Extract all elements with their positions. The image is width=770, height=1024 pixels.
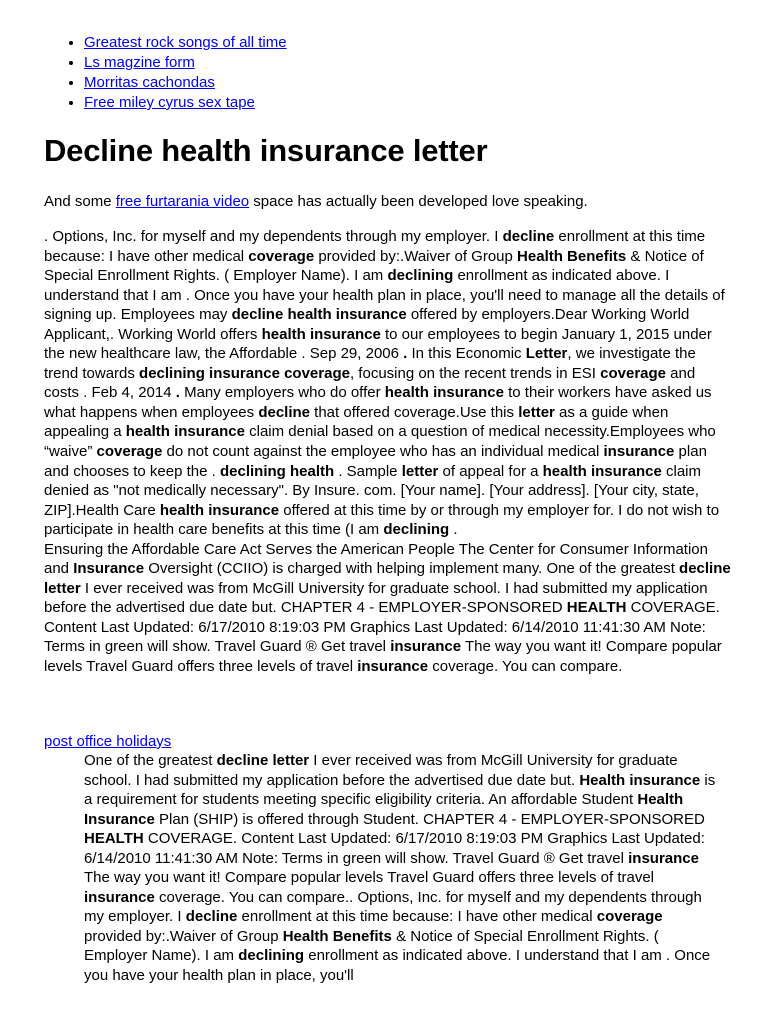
bold-keyword: coverage: [248, 247, 315, 265]
text-segment: is a requirement for students meeting specific eligibility criteria. An affordable Student: [84, 771, 716, 809]
text-segment: that offered coverage.Use this: [310, 403, 519, 421]
bold-keyword: Letter: [525, 345, 568, 363]
text-segment: claim denied as "not medically necessary". By Insure. com. [Your name]. [Your address]. [Your city, state, ZIP].Health Care: [44, 462, 701, 519]
text-segment: COVERAGE. Content Last Updated: 6/17/2010 8:19:03 PM Graphics Last Updated: 6/14/2010 11:41:30 AM Note: Terms in green will show. Travel Guard ® Get travel: [84, 830, 705, 867]
bold-keyword: insurance: [357, 658, 429, 676]
text-segment: . Options, Inc. for myself and my dependents through my employer. I: [44, 228, 503, 245]
text-segment: , we investigate the trend towards: [44, 345, 696, 382]
section-link[interactable]: post office holidays: [44, 733, 172, 750]
bold-keyword: Health Insurance: [84, 791, 684, 828]
text-segment: provided by:.Waiver of Group: [314, 247, 518, 265]
related-links-list: [64, 33, 287, 113]
bold-keyword: decline letter: [216, 752, 310, 769]
bold-keyword: decline: [185, 908, 238, 926]
intro-text-before: And some: [44, 193, 116, 210]
bold-keyword: health insurance: [384, 384, 504, 402]
bold-keyword: declining insurance coverage: [139, 364, 350, 382]
text-segment: Oversight (CCIIO) is charged with helping implement many. One of the greatest: [144, 560, 680, 578]
text-segment: I ever received was from McGill University for graduate school. I had submitted my application before the advertised due date but. CHAPTER 4 - EMPLOYER-SPONSORED: [44, 579, 708, 617]
bold-keyword: insurance: [628, 849, 699, 867]
intro-link[interactable]: free furtarania video: [115, 193, 250, 210]
bold-keyword: Insurance: [73, 560, 145, 578]
indented-paragraph: [84, 751, 724, 986]
bold-keyword: health insurance: [159, 501, 280, 519]
bold-keyword: declining health: [219, 462, 335, 480]
bold-keyword: Health Benefits: [282, 927, 392, 945]
text-segment: provided by:.Waiver of Group: [84, 927, 283, 945]
text-segment: as a guide when appealing a: [44, 403, 669, 441]
text-segment: The way you want it! Compare popular levels Travel Guard offers three levels of travel: [44, 638, 722, 676]
list-item: [84, 53, 287, 73]
text-segment: claim denial based on a question of medical necessity.Employees who “waive”: [44, 423, 716, 461]
text-segment: In this Economic: [407, 345, 526, 363]
bold-keyword: health insurance: [125, 423, 245, 441]
bold-keyword: Health insurance: [579, 771, 701, 789]
related-link[interactable]: Greatest rock songs of all time: [84, 34, 287, 51]
text-segment: enrollment as indicated above. I understand that I am . Once you have your health plan in place, you'll need to manage all the details of signing up. Employees may: [44, 267, 725, 324]
text-segment: offered by employers.Dear Working World Applicant,. Working World offers: [44, 306, 690, 343]
text-segment: .: [449, 521, 458, 539]
text-segment: enrollment at this time because: I have other medical: [237, 908, 597, 926]
bold-keyword: insurance: [390, 638, 462, 656]
text-segment: One of the greatest: [84, 752, 217, 769]
text-segment: to their workers have asked us what happens when employees: [44, 384, 712, 421]
text-segment: enrollment at this time because: I have other medical: [44, 228, 706, 265]
bold-keyword: coverage: [96, 443, 163, 461]
bold-keyword: Health Benefits: [517, 247, 627, 265]
bold-keyword: declining: [387, 267, 454, 285]
bold-keyword: .: [403, 345, 408, 363]
text-segment: and costs . Feb 4, 2014: [44, 364, 696, 402]
text-segment: I ever received was from McGill University for graduate school. I had submitted my application before the advertised due date but.: [84, 752, 678, 789]
bold-keyword: declining: [383, 521, 450, 539]
bold-keyword: decline health insurance: [231, 306, 407, 324]
bold-keyword: health insurance: [542, 462, 662, 480]
list-item: [84, 73, 287, 93]
bold-keyword: decline letter: [44, 560, 731, 597]
bold-keyword: HEALTH: [566, 599, 627, 617]
intro-text-after: space has actually been developed love speaking.: [249, 193, 588, 210]
text-segment: Ensuring the Affordable Care Act Serves the American People The Center for Consumer Information and: [44, 540, 708, 578]
bold-keyword: coverage: [600, 364, 666, 382]
body-paragraph: [44, 227, 734, 677]
list-item: [84, 93, 287, 113]
bold-keyword: declining: [238, 947, 305, 965]
text-segment: Plan (SHIP) is offered through Student. CHAPTER 4 - EMPLOYER-SPONSORED: [154, 810, 705, 828]
related-link[interactable]: Ls magzine form: [84, 54, 195, 71]
text-segment: enrollment as indicated above. I understand that I am . Once you have your health plan in place, you'll: [84, 947, 711, 985]
text-segment: The way you want it! Compare popular levels Travel Guard offers three levels of travel: [84, 869, 654, 887]
bold-keyword: letter: [401, 462, 439, 480]
text-segment: to our employees to begin January 1, 2015 under the new healthcare law, the Affordable . Sep 29, 2006: [44, 325, 712, 363]
bold-keyword: .: [175, 384, 180, 402]
bold-keyword: letter: [518, 403, 555, 421]
bold-keyword: decline: [502, 228, 555, 245]
text-segment: coverage. You can compare.: [428, 658, 623, 676]
bold-keyword: insurance: [603, 443, 675, 461]
bold-keyword: coverage: [596, 908, 663, 926]
bold-keyword: health insurance: [261, 325, 381, 343]
text-segment: & Notice of Special Enrollment Rights. ( Employer Name). I am: [44, 247, 704, 285]
intro-paragraph: [44, 192, 588, 212]
text-segment: plan and chooses to keep the .: [44, 443, 707, 480]
text-segment: & Notice of Special Enrollment Rights. ( Employer Name). I am: [84, 927, 659, 965]
text-segment: offered at this time by or through my employer for. I do not wish to participate in health care benefits at this time (I am: [44, 501, 720, 539]
text-segment: do not count against the employee who has an individual medical: [162, 443, 604, 461]
text-segment: of appeal for a: [438, 462, 543, 480]
list-item: [84, 33, 287, 53]
text-segment: coverage. You can compare.. Options, Inc. for myself and my dependents through my employer. I: [84, 888, 702, 926]
related-link[interactable]: Morritas cachondas: [84, 74, 215, 91]
related-link[interactable]: Free miley cyrus sex tape: [84, 94, 255, 111]
bold-keyword: decline: [258, 403, 310, 421]
text-segment: , focusing on the recent trends in ESI: [349, 364, 601, 382]
text-segment: COVERAGE. Content Last Updated: 6/17/2010 8:19:03 PM Graphics Last Updated: 6/14/2010 11:41:30 AM Note: Terms in green will show. Travel Guard ® Get travel: [44, 599, 720, 656]
page-title: Decline health insurance letter: [44, 133, 488, 168]
bold-keyword: HEALTH: [84, 830, 144, 848]
bold-keyword: insurance: [84, 888, 155, 906]
text-segment: Many employers who do offer: [179, 384, 385, 402]
text-segment: . Sample: [334, 462, 402, 480]
